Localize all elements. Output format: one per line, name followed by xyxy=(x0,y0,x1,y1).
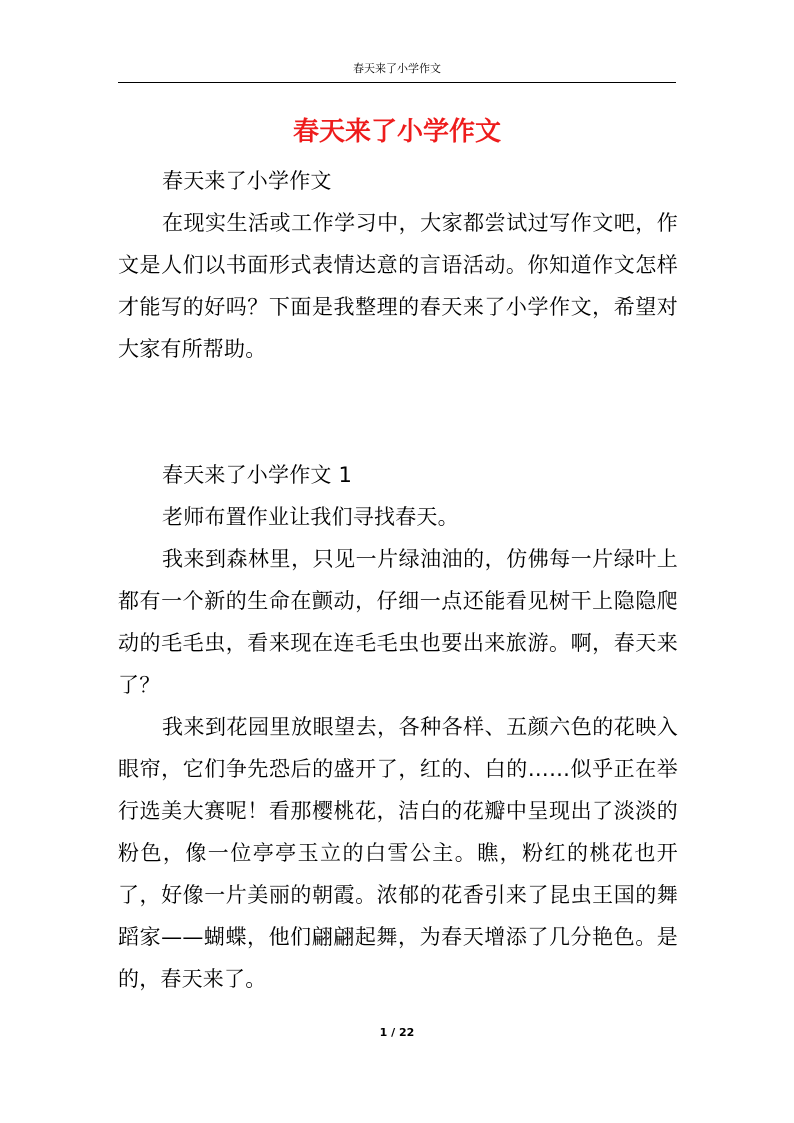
header-divider xyxy=(118,82,676,83)
essay-paragraph-3: 我来到花园里放眼望去，各种各样、五颜六色的花映入眼帘，它们争先恐后的盛开了，红的、白的……似乎正在举行选美大赛呢！看那樱桃花，洁白的花瓣中呈现出了淡淡的粉色，像一位亭亭玉立的白雪公主。瞧，粉红的桃花也开了，好像一片美丽的朝霞。浓郁的花香引来了昆虫王国的舞蹈家——蝴蝶，他们翩翩起舞，为春天增添了几分艳色。是的，春天来了。 xyxy=(118,715,678,991)
essay-heading: 春天来了小学作文 1 xyxy=(162,463,353,487)
running-header: 春天来了小学作文 xyxy=(353,62,441,75)
intro-subtitle: 春天来了小学作文 xyxy=(162,169,332,193)
essay-paragraph-2: 我来到森林里，只见一片绿油油的，仿佛每一片绿叶上都有一个新的生命在颤动，仔细一点还能看见树干上隐隐爬动的毛毛虫，看来现在连毛毛虫也要出来旅游。啊，春天来了？ xyxy=(118,547,678,697)
essay-paragraph-1: 老师布置作业让我们寻找春天。 xyxy=(162,505,459,529)
document-title: 春天来了小学作文 xyxy=(292,117,501,147)
page-indicator: 1 / 22 xyxy=(379,1026,415,1039)
section-gap xyxy=(118,370,678,454)
intro-paragraph: 在现实生活或工作学习中，大家都尝试过写作文吧，作文是人们以书面形式表情达意的言语活动。你知道作文怎样才能写的好吗？下面是我整理的春天来了小学作文，希望对大家有所帮助。 xyxy=(118,211,678,361)
document-body xyxy=(118,160,678,1000)
